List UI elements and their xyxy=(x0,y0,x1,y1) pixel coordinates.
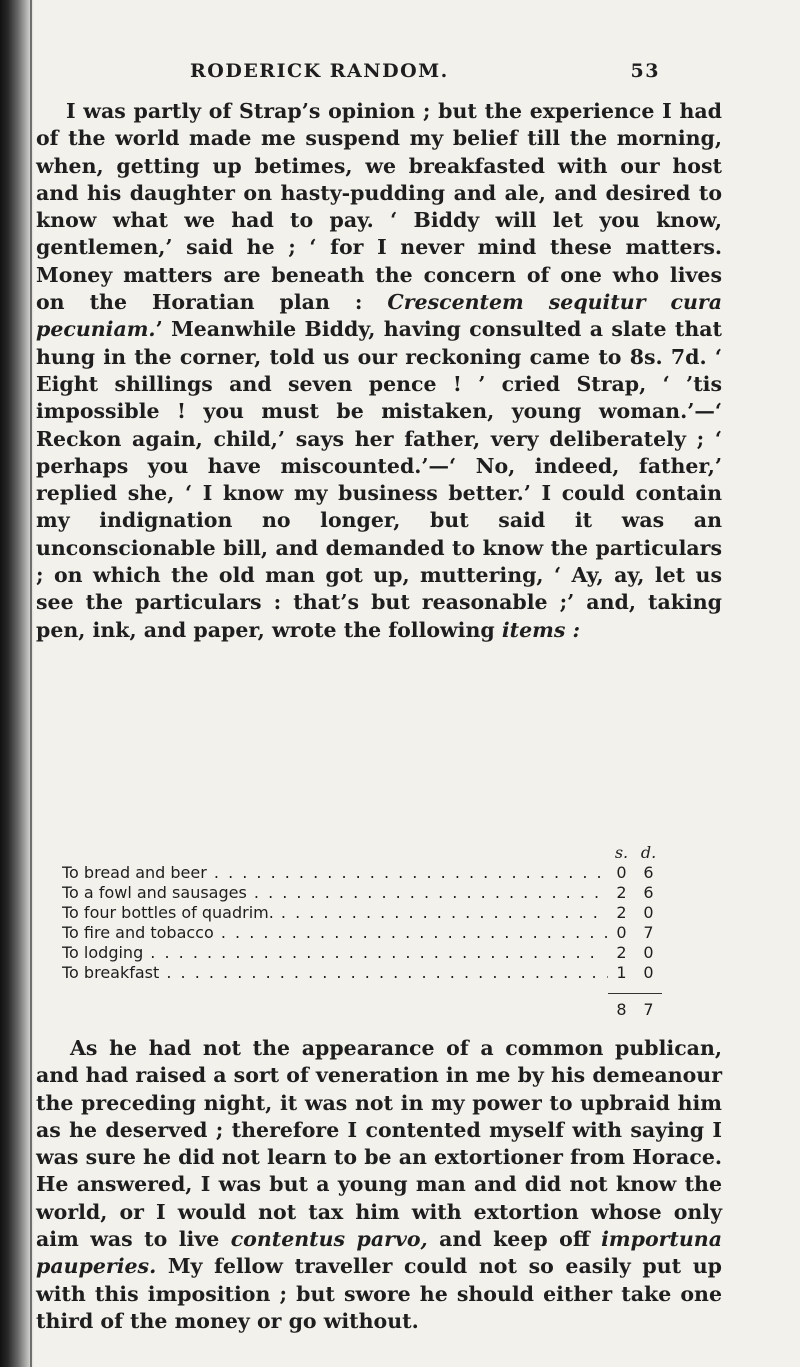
bill-shillings: 2 xyxy=(616,883,627,902)
bill-table xyxy=(62,843,662,1020)
total-pence: 7 xyxy=(643,1000,654,1019)
paragraph xyxy=(36,1035,722,1335)
text-run: My fellow traveller could not so easily put up with this imposition ; but swore he should either take one third of the money or go without. xyxy=(36,1254,722,1333)
text-run: ’ Meanwhile Biddy, having consulted a slate that hung in the corner, told us our reckoning came to 8s. 7d. ‘ Eight shillings and seven pence ! ’ cried Strap, ‘ ’tis impossible ! you must be mistaken, young woman.’—‘ Reckon again, child,’ says her father, very deliberately ; ‘ perhaps you have miscounted.’—‘ No, indeed, father,’ replied she, ‘ I know my business better.’ I could contain my indignation no longer, but said it was an unconscionable bill, and demanded to know the particulars ; on which the old man got up, muttering, ‘ Ay, ay, let us see the particulars : that’s but reasonable ;’ and, taking pen, ink, and paper, wrote the following xyxy=(36,317,722,642)
bill-shillings: 0 xyxy=(616,923,627,942)
bill-pence: 7 xyxy=(643,923,654,942)
page-number: 53 xyxy=(630,60,660,82)
bill-item: To four bottles of quadrim. . . . xyxy=(62,903,608,923)
bill-item: To lodging . . . xyxy=(62,943,608,963)
bill-pence: 6 xyxy=(643,883,654,902)
total-rule xyxy=(608,993,662,994)
bill-row xyxy=(62,963,662,983)
bill-total-row xyxy=(62,1000,662,1020)
items-word: items : xyxy=(501,617,581,642)
running-title: RODERICK RANDOM. xyxy=(190,60,449,82)
shillings-header: s. xyxy=(614,843,629,862)
bill-shillings: 2 xyxy=(616,943,627,962)
bill-item: To a fowl and sausages . . . xyxy=(62,883,608,903)
bill-pence: 0 xyxy=(643,943,654,962)
text-run: and keep off xyxy=(427,1227,602,1252)
text-run: As he had not the appearance of a common publican, and had raised a sort of veneration in me by his demeanour the preceding night, it was not in my power to upbraid him as he deserved ; therefore I contented myself with saying I was sure he did not learn to be an extortioner from Horace. He answered, I was but a young man and did not know the world, or I would not tax him with extortion whose only aim was to live xyxy=(36,1036,722,1252)
running-header xyxy=(190,60,660,82)
bill-row xyxy=(62,883,662,903)
body-text xyxy=(36,98,722,644)
bill-shillings: 2 xyxy=(616,903,627,922)
bill-pence: 0 xyxy=(643,903,654,922)
body-text-continued xyxy=(36,1035,722,1335)
book-gutter-shadow xyxy=(0,0,34,1367)
bill-row xyxy=(62,943,662,963)
bill-shillings: 1 xyxy=(616,963,627,982)
bill-row xyxy=(62,923,662,943)
pence-header: d. xyxy=(640,843,657,862)
bill-row xyxy=(62,903,662,923)
bill-shillings: 0 xyxy=(616,863,627,882)
text-run: I was partly of Strap’s opinion ; but the experience I had of the world made me suspend my belief till the morning, when, getting up betimes, we breakfasted with our host and his daughter on hasty-pudding and ale, and desired to know what we had to pay. ‘ Biddy will let you know, gentlemen,’ said he ; ‘ for I never mind these matters. Money matters are beneath the concern of one who lives on the Horatian plan : xyxy=(36,99,722,315)
latin-quote: Crescentem sequitur cura pecuniam. xyxy=(36,290,722,342)
bill-item: To breakfast . . . xyxy=(62,963,608,983)
paragraph xyxy=(36,98,722,644)
bill-pence: 6 xyxy=(643,863,654,882)
bill-header-row xyxy=(62,843,662,863)
total-shillings: 8 xyxy=(616,1000,627,1019)
bill-item: To bread and beer . . . xyxy=(62,863,608,883)
bill-item: To fire and tobacco . . . xyxy=(62,923,608,943)
bill-row xyxy=(62,863,662,883)
bill-pence: 0 xyxy=(643,963,654,982)
latin-quote: importuna pauperies. xyxy=(36,1227,722,1279)
latin-quote: contentus parvo, xyxy=(230,1227,428,1252)
